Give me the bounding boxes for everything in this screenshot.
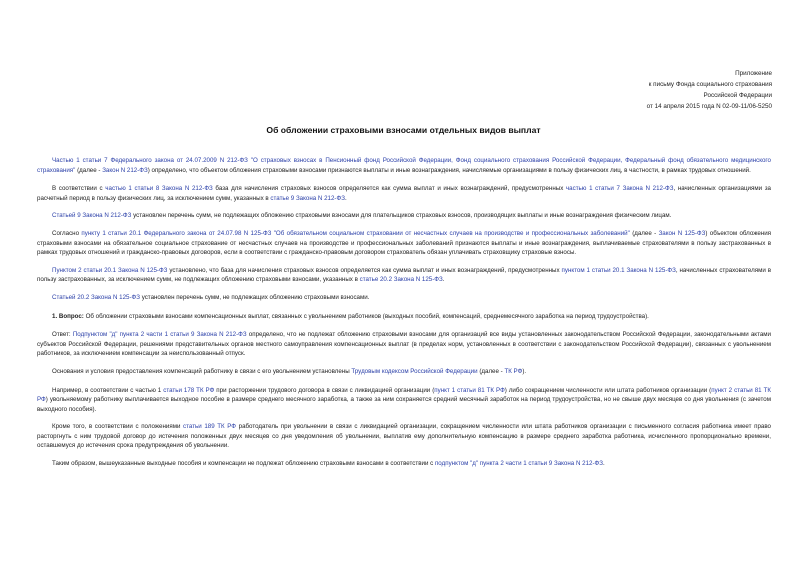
paragraph-text: при расторжении трудового договора в связи с ликвидацией организации ( — [214, 386, 435, 394]
article-178-link[interactable]: статьи 178 ТК РФ — [163, 386, 215, 394]
question-label: 1. Вопрос: — [52, 312, 84, 320]
article-20-2-link[interactable]: Статьей 20.2 Закона N 125-ФЗ — [52, 293, 140, 301]
paragraph-text: . — [344, 194, 347, 202]
paragraph-text: установлен перечень сумм, не подлежащих обложению страховыми взносами для плательщиков страховых взносов, производящих выплаты и иные вознаграждения физическим лицам. — [131, 212, 672, 220]
article-9-link[interactable]: Статьей 9 Закона N 212-ФЗ — [52, 212, 132, 220]
paragraph-text: (далее - — [629, 229, 659, 237]
subparagraph-d-link[interactable]: Подпунктом "д" пункта 2 части 1 статьи 9 Закона N 212-ФЗ — [72, 331, 247, 339]
answer-1 — [37, 330, 771, 359]
labor-code-link[interactable]: Трудовым кодексом Российской Федерации — [351, 367, 478, 375]
header-line-date: от 14 апреля 2015 года N 02-09-11/06-5250 — [646, 103, 772, 110]
paragraph-3 — [37, 211, 771, 221]
paragraph-text: Согласно — [52, 229, 82, 237]
article-20-2-link[interactable]: статье 20.2 Закона N 125-ФЗ — [359, 276, 443, 284]
paragraph-10 — [37, 422, 771, 451]
article-81-p1-link[interactable]: пункт 1 статьи 81 ТК РФ — [434, 386, 505, 394]
paragraph-2 — [37, 184, 771, 203]
paragraph-text: Кроме того, в соответствии с положениями — [52, 423, 184, 431]
article-8-link[interactable]: частью 1 статьи 8 Закона N 212-ФЗ — [105, 185, 213, 193]
article-9-link[interactable]: статье 9 Закона N 212-ФЗ — [270, 194, 345, 202]
header-line-letter: к письму Фонда социального страхования — [648, 81, 772, 88]
paragraph-text: Например, в соответствии с частью 1 — [52, 386, 164, 394]
paragraph-text: установлен перечень сумм, не подлежащих обложению страховыми взносами. — [139, 293, 370, 301]
header-line-country: Российской Федерации — [703, 92, 772, 99]
paragraph-text: Основания и условия предоставления компенсаций работнику в связи с его увольнением установлены — [52, 367, 352, 375]
paragraph-text: , начисленных страхователями в пользу застрахованных, за исключением сумм, не подлежащих обложению страховыми взносами, указанных в — [37, 266, 771, 284]
paragraph-text: ) объектом обложения страховыми взносами на обязательное социальное страхование от несчастных случаев на производстве и профессиональных заболеваний признаются выплаты и иные вознаграждения, выплачиваемые страхователями в пользу застрахованных в рамках трудовых отношений и гражданско-правовых договоров, если в соответствии с гражданско-правовым договором страхователь обязан уплачивать страховщику страховые взносы. — [37, 229, 772, 257]
law-125-link[interactable]: пункту 1 статьи 20.1 Федерального закона от 24.07.98 N 125-ФЗ "Об обязательном социальном страховании от несчастных случаев на производстве и профессиональных заболеваний" — [81, 229, 630, 237]
paragraph-8 — [37, 367, 771, 377]
paragraph-text: установлено, что база для начисления страховых взносов определяется как сумма выплат и иных вознаграждений, предусмотренных — [167, 266, 562, 274]
paragraph-text: определено, что не подлежат обложению страховыми взносами для организаций все виды установленных законодательством Российской Федерации, законодательными актами субъектов Российской Федерации, решениями представительных органов местного самоуправления компенсационных выплат (в пределах норм, установленных в соответствии с законодательством Российской Федерации), связанных с увольнением работников, за исключением компенсации за неиспользованный отпуск. — [37, 331, 771, 358]
document-title: Об обложении страховыми взносами отдельных видов выплат — [266, 125, 541, 135]
paragraph-4 — [37, 229, 771, 258]
paragraph-11 — [37, 459, 771, 469]
paragraph-6 — [37, 293, 771, 303]
paragraph-text: В соответствии с — [52, 185, 106, 193]
document-body — [37, 156, 771, 469]
law-212-short-link[interactable]: Закон N 212-ФЗ — [102, 166, 148, 174]
paragraph-text: работодатель при увольнении в связи с ликвидацией организации, сокращением численности или штата работников организации с письменного согласия работника имеет право расторгнуть с ним трудовой договор до истечения положенных двух месяцев со дня уведомления об увольнении, выплатив ему дополнительную компенсацию в размере среднего заработка работника, исчисленного пропорционально времени, оставшемуся до истечения срока предупреждения об увольнении. — [37, 423, 771, 450]
paragraph-text: . — [442, 276, 445, 284]
paragraph-1 — [37, 156, 771, 175]
paragraph-text: Ответ: — [52, 331, 73, 339]
paragraph-text: Таким образом, вышеуказанные выходные пособия и компенсации не подлежат обложению страховыми взносами в соответствии с — [52, 460, 435, 468]
paragraph-9 — [37, 386, 771, 415]
paragraph-text: . — [602, 460, 605, 468]
paragraph-5 — [37, 266, 771, 285]
paragraph-text: ) увольняемому работнику выплачивается выходное пособие в размере среднего месячного заработка, а также за ним сохраняется средний месячный заработок на период трудоустройства, но не свыше двух месяцев со дня увольнения (с зачетом выходного пособия). — [37, 396, 771, 413]
paragraph-text: ) определено, что объектом обложения страховыми взносами признаются выплаты и иные вознаграждения, начисляемые организациями в пользу физических лиц, в частности, в рамках трудовых отношений. — [147, 166, 751, 174]
article-7-link[interactable]: частью 1 статьи 7 Закона N 212-ФЗ — [565, 185, 674, 193]
paragraph-text: ). — [522, 367, 527, 375]
law-125-short-link[interactable]: Закон N 125-ФЗ — [658, 229, 706, 237]
subparagraph-d-link[interactable]: подпунктом "д" пункта 2 части 1 статьи 9 Закона N 212-ФЗ — [434, 460, 603, 468]
tk-rf-link[interactable]: ТК РФ — [504, 367, 523, 375]
article-20-1-p2-link[interactable]: Пунктом 2 статьи 20.1 Закона N 125-ФЗ — [52, 266, 168, 274]
question-1 — [37, 312, 771, 322]
paragraph-text: (далее - — [477, 367, 505, 375]
header-line-appendix: Приложение — [735, 70, 772, 77]
paragraph-text: , начисленных организациями за расчетный период в пользу физических лиц, за исключением сумм, указанных в — [37, 185, 771, 202]
paragraph-text: база для начисления страховых взносов определяется как сумма выплат и иных вознаграждений, предусмотренных — [212, 185, 566, 193]
paragraph-text: ) либо сокращением численности или штата работников организации ( — [504, 386, 712, 394]
document-header — [647, 68, 772, 112]
article-81-p2-link[interactable]: пункт 2 статьи 81 ТК РФ — [37, 386, 771, 404]
article-189-link[interactable]: статьи 189 ТК РФ — [183, 423, 237, 431]
article-20-1-p1-link[interactable]: пунктом 1 статьи 20.1 Закона N 125-ФЗ — [561, 266, 676, 274]
paragraph-text: (далее - — [75, 166, 103, 174]
question-text: Об обложении страховыми взносами компенсационных выплат, связанных с увольнением работников (выходных пособий, компенсаций, среднемесячного заработка на период трудоустройства). — [83, 312, 649, 320]
law-212-link[interactable]: Частью 1 статьи 7 Федерального закона от 24.07.2009 N 212-ФЗ "О страховых взносах в Пенсионный фонд Российской Федерации, Фонд социального страхования Российской Федерации, Федеральный фонд обязательного медицинского страхования" — [37, 157, 771, 174]
